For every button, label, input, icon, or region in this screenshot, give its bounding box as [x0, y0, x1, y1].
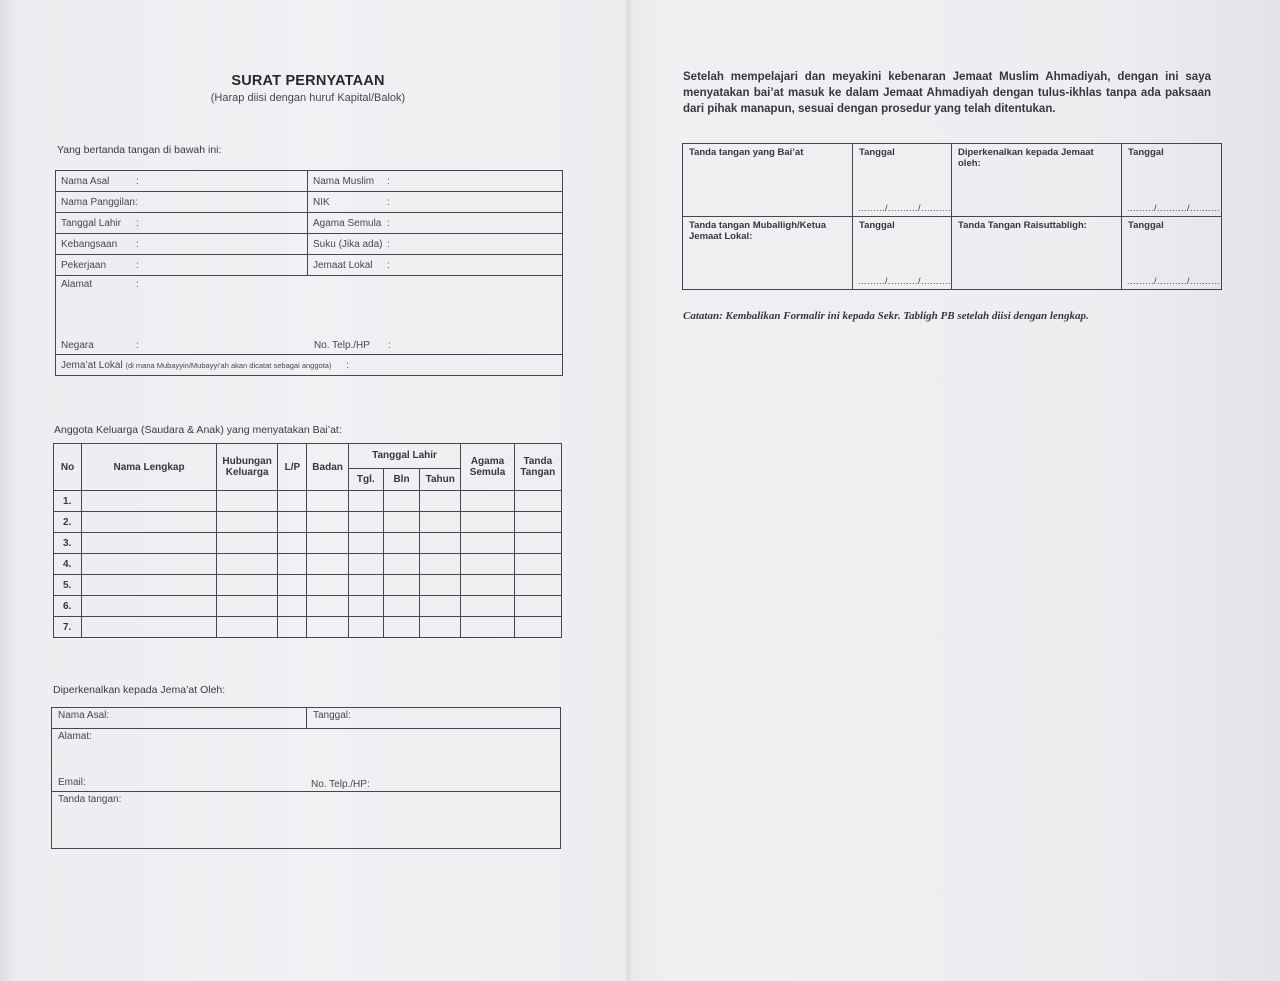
family-table: [53, 443, 562, 638]
jemaat-lokal-main-field[interactable]: Jema’at Lokal (di mana Mubayyin/Mubayyi’ah akan dicatat sebagai anggota) :: [56, 355, 563, 376]
form-subtitle: (Harap diisi dengan huruf Kapital/Balok): [210, 92, 406, 104]
table-row[interactable]: 4.: [54, 554, 562, 575]
intro-telp-field[interactable]: No. Telp./HP:: [311, 779, 370, 790]
table-row[interactable]: 3.: [54, 533, 562, 554]
page-fold: [624, 0, 632, 981]
introducer-table: [51, 707, 561, 849]
intro-nama-asal-field[interactable]: Nama Asal:: [52, 708, 307, 729]
intro-email-field[interactable]: Email:: [58, 777, 86, 788]
intro-tanda-tangan-field[interactable]: Tanda tangan:: [52, 792, 561, 849]
nama-asal-field[interactable]: Nama Asal :: [56, 171, 308, 192]
telp-field[interactable]: No. Telp./HP :: [314, 340, 391, 351]
col-lp: L/P: [278, 444, 307, 491]
jemaat-lokal-field[interactable]: Jemaat Lokal :: [308, 255, 563, 276]
family-label: Anggota Keluarga (Saudara & Anak) yang menyatakan Bai’at:: [54, 424, 342, 436]
table-row[interactable]: 2.: [54, 512, 562, 533]
agama-semula-field[interactable]: Agama Semula :: [308, 213, 563, 234]
col-tanggal-lahir: Tanggal Lahir: [348, 444, 461, 469]
signature-table: [682, 143, 1222, 290]
tanggal-lahir-field[interactable]: Tanggal Lahir :: [56, 213, 308, 234]
intro-tanggal-field[interactable]: Tanggal:: [307, 708, 561, 729]
alamat-field[interactable]: Alamat : Negara : No. Telp./HP :: [56, 276, 563, 355]
col-badan: Badan: [307, 444, 348, 491]
col-tanda: Tanda Tangan: [514, 444, 561, 491]
table-row[interactable]: 1.: [54, 491, 562, 512]
personal-info-table: [55, 170, 563, 376]
negara-field[interactable]: Negara :: [61, 340, 139, 351]
col-hubungan: Hubungan Keluarga: [216, 444, 277, 491]
tt-raisuttabligh-cell[interactable]: Tanda Tangan Raisuttabligh:: [952, 217, 1122, 290]
tanggal-cell-4[interactable]: Tanggal ........./........../..........: [1122, 217, 1222, 290]
col-tahun: Tahun: [420, 468, 461, 490]
col-nama: Nama Lengkap: [82, 444, 217, 491]
col-tgl: Tgl.: [348, 468, 383, 490]
col-agama: Agama Semula: [461, 444, 514, 491]
tanggal-cell-1[interactable]: Tanggal ........./........../..........: [853, 144, 952, 217]
nik-field[interactable]: NIK :: [308, 192, 563, 213]
tanggal-cell-2[interactable]: Tanggal ........./........../..........: [1122, 144, 1222, 217]
diperkenalkan-cell[interactable]: Diperkenalkan kepada Jemaat oleh:: [952, 144, 1122, 217]
introducer-label: Diperkenalkan kepada Jema’at Oleh:: [53, 684, 226, 696]
tt-muballigh-cell[interactable]: Tanda tangan Muballigh/Ketua Jemaat Lokal:: [683, 217, 853, 290]
tt-baiat-cell[interactable]: Tanda tangan yang Bai’at: [683, 144, 853, 217]
col-bln: Bln: [383, 468, 419, 490]
table-row[interactable]: 7.: [54, 617, 562, 638]
suku-field[interactable]: Suku (Jika ada) :: [308, 234, 563, 255]
intro-label: Yang bertanda tangan di bawah ini:: [57, 144, 222, 156]
tanggal-cell-3[interactable]: Tanggal ........./........../..........: [853, 217, 952, 290]
kebangsaan-field[interactable]: Kebangsaan :: [56, 234, 308, 255]
table-row[interactable]: 6.: [54, 596, 562, 617]
form-title: SURAT PERNYATAAN: [231, 73, 385, 89]
col-no: No: [54, 444, 82, 491]
intro-alamat-field[interactable]: Alamat: Email: No. Telp./HP:: [52, 729, 561, 792]
nama-muslim-field[interactable]: Nama Muslim :: [308, 171, 563, 192]
table-row[interactable]: 5.: [54, 575, 562, 596]
note-text: Catatan: Kembalikan Formalir ini kepada Sekr. Tabligh PB setelah diisi dengan lengkap.: [683, 310, 1089, 322]
nama-panggilan-field[interactable]: Nama Panggilan:: [56, 192, 308, 213]
pekerjaan-field[interactable]: Pekerjaan :: [56, 255, 308, 276]
statement-text: Setelah mempelajari dan meyakini kebenaran Jemaat Muslim Ahmadiyah, dengan ini saya menyatakan bai’at masuk ke dalam Jemaat Ahmadiyah dengan tulus-ikhlas tanpa ada paksaan dari pihak manapun, sesuai dengan prosedur yang telah ditentukan.: [683, 71, 1211, 115]
